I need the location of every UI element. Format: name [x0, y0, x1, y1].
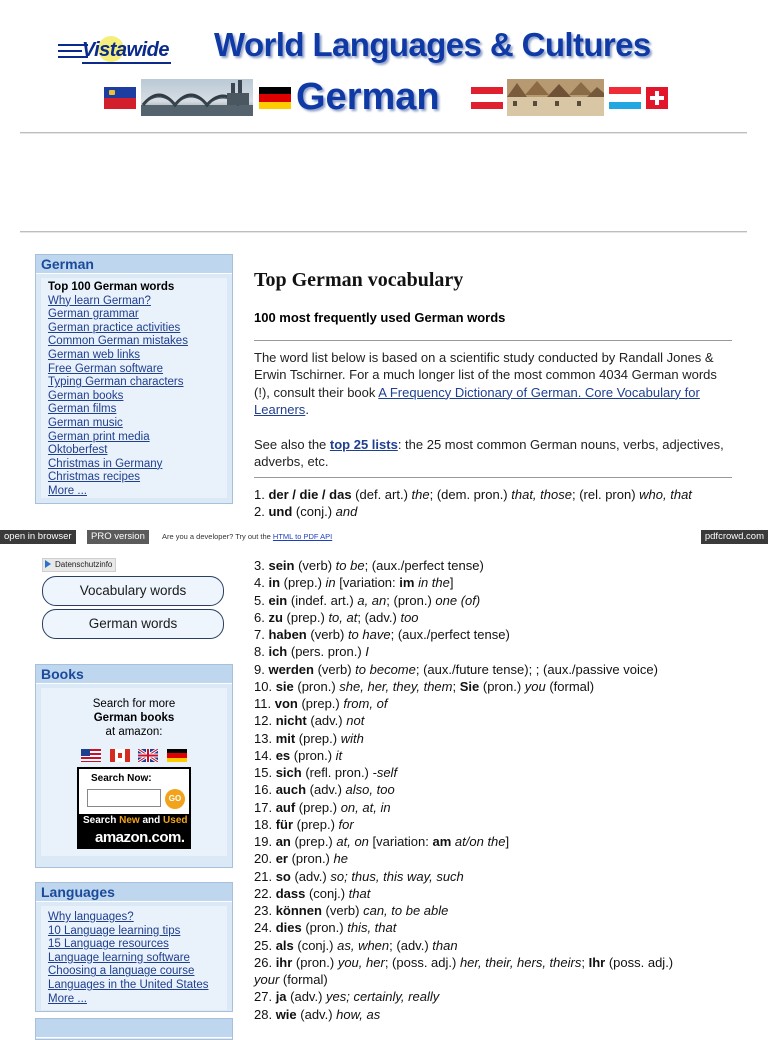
nav-link-more[interactable]: More ... — [48, 484, 87, 497]
intro-paragraph — [254, 349, 732, 418]
vocab-entry — [254, 919, 744, 936]
entry-text: (prep.) — [293, 816, 339, 832]
entry-number: 23. — [254, 903, 276, 918]
nav-link-christmas-in-germany[interactable]: Christmas in Germany — [48, 457, 163, 470]
entry-number: 26. — [254, 954, 276, 970]
entry-text: (formal) — [279, 972, 328, 987]
village-rooftops-photo — [507, 79, 604, 116]
english-gloss: I — [365, 644, 369, 660]
entry-text: (prep.) — [297, 696, 344, 711]
vocab-entry — [254, 954, 744, 971]
english-gloss: how, as — [336, 1006, 381, 1022]
german-word: werden — [268, 661, 314, 677]
english-gloss: too — [400, 609, 419, 625]
english-gloss: in — [325, 575, 336, 591]
vocab-list-part-2 — [254, 557, 744, 1023]
see-also-paragraph — [254, 436, 732, 471]
english-gloss: to, at — [328, 609, 358, 625]
vocab-entry — [254, 1006, 744, 1023]
entry-text: (adv.) — [290, 868, 331, 884]
entry-text: (verb) — [294, 558, 336, 573]
german-word: als — [275, 937, 294, 953]
english-gloss: as, when — [337, 937, 390, 953]
german-nav-heading: German — [36, 255, 232, 274]
vocab-entry — [254, 850, 744, 867]
ad-area-divider — [20, 231, 747, 233]
german-word: in — [268, 575, 281, 591]
entry-text: (verb) — [306, 627, 348, 642]
german-word: er — [275, 851, 288, 867]
german-word: mit — [275, 730, 296, 746]
entry-text: (pron.) — [479, 678, 525, 694]
entry-number: 6. — [254, 609, 269, 625]
entry-number: 8. — [254, 644, 269, 660]
german-word: haben — [268, 627, 307, 642]
english-gloss: your — [254, 972, 280, 987]
german-word: es — [275, 747, 291, 763]
languages-heading: Languages — [36, 883, 232, 902]
amazon-promo-new: New — [119, 815, 140, 826]
english-gloss: than — [432, 937, 458, 953]
entry-text: ; (aux./future tense); ; (aux./passive voice) — [415, 661, 658, 677]
german-word: ich — [268, 644, 288, 660]
page-title: Top German vocabulary — [254, 269, 464, 291]
nav-link-german-music[interactable]: German music — [48, 416, 123, 429]
german-word: sie — [275, 678, 294, 694]
entry-text: (pron.) — [293, 678, 340, 694]
vocab-entry — [254, 730, 744, 747]
site-title: World Languages & Cultures — [214, 26, 651, 63]
german-word: an — [275, 834, 291, 849]
liechtenstein-flag-icon — [104, 87, 136, 109]
english-gloss: her, their, hers, theirs — [459, 954, 582, 970]
play-triangle-icon — [45, 560, 51, 568]
entry-number: 17. — [254, 799, 276, 815]
germany-small-flag-icon[interactable] — [167, 749, 187, 762]
books-line-3: at amazon: — [105, 726, 163, 738]
vocab-entry — [254, 971, 744, 988]
nav-link-german-grammar[interactable]: German grammar — [48, 308, 139, 321]
nav-link-german-web-links[interactable]: German web links — [48, 348, 141, 361]
datenschutzinfo-label: Datenschutzinfo — [55, 560, 113, 569]
vocab-entry — [254, 557, 744, 574]
vocab-entry — [254, 574, 744, 591]
entry-text: ; (adv.) — [389, 937, 433, 953]
vocab-entry — [254, 764, 744, 781]
entry-text: ; (pron.) — [386, 592, 436, 608]
entry-number: 27. — [254, 989, 276, 1005]
books-line-2: German books — [93, 712, 175, 724]
nav-link-typing-german-characters[interactable]: Typing German characters — [48, 376, 184, 389]
entry-number: 25. — [254, 937, 276, 953]
english-gloss: also, too — [345, 782, 395, 798]
entry-text: [variation: — [335, 575, 400, 591]
nav-link-language-learning-software[interactable]: Language learning software — [48, 951, 190, 964]
vocab-entry — [254, 747, 744, 764]
books-line-1: Search for more — [92, 698, 176, 710]
vocab-entry — [254, 799, 744, 816]
entry-text: (def. art.) — [351, 487, 412, 502]
german-word: für — [275, 816, 294, 832]
german-word: dass — [275, 885, 306, 901]
english-gloss: that, those — [511, 487, 572, 502]
entry-text: (verb) — [313, 661, 356, 677]
german-word: der / die / das — [268, 487, 352, 502]
entry-number: 11. — [254, 696, 275, 711]
entry-text: ; (adv.) — [357, 609, 401, 625]
nav-link-languages-in-the-united-states[interactable]: Languages in the United States — [48, 978, 209, 991]
entry-text: (poss. adj.) — [605, 954, 674, 970]
vocab-entry — [254, 626, 744, 643]
entry-text: (prep.) — [295, 730, 341, 746]
amazon-search-panel — [79, 769, 189, 814]
entry-number: 14. — [254, 747, 276, 763]
english-gloss: for — [338, 816, 354, 832]
entry-number: 16. — [254, 782, 276, 798]
entry-text: ] — [449, 575, 454, 591]
nav-link-german-books[interactable]: German books — [48, 389, 124, 402]
html-to-pdf-api-link[interactable]: HTML to PDF API — [272, 532, 333, 541]
entry-text: (prep.) — [295, 799, 341, 815]
entry-text: (indef. art.) — [287, 592, 358, 608]
nav-link-oktoberfest[interactable]: Oktoberfest — [48, 444, 108, 457]
entry-number: 12. — [254, 713, 276, 729]
german-nav-box — [35, 254, 233, 504]
amazon-search-widget — [77, 767, 191, 849]
entry-number: 24. — [254, 920, 276, 936]
vocab-entry — [254, 988, 744, 1005]
vocab-entry — [254, 661, 744, 678]
english-gloss: the — [411, 487, 430, 502]
german-word: und — [268, 504, 293, 520]
entry-text: (verb) — [321, 903, 364, 918]
german-word: ein — [268, 592, 288, 608]
site-banner — [0, 0, 768, 128]
nav-link-christmas-recipes[interactable]: Christmas recipes — [48, 471, 141, 484]
pdfcrowd-brand-button[interactable]: pdfcrowd.com — [701, 530, 768, 544]
amazon-promo-text — [83, 815, 188, 826]
entry-text: (prep.) — [280, 575, 326, 591]
uk-flag-icon[interactable] — [138, 749, 158, 762]
english-gloss: to have — [347, 627, 391, 642]
vocab-list-part-1 — [254, 486, 744, 521]
english-gloss: with — [340, 730, 364, 746]
amazon-logo[interactable]: amazon.com. — [95, 829, 185, 846]
nav-link-german-print-media[interactable]: German print media — [48, 430, 150, 443]
vocab-entry — [254, 816, 744, 833]
books-box — [35, 664, 233, 868]
top-25-lists-link[interactable]: top 25 lists — [329, 437, 398, 452]
english-gloss: at, on — [336, 834, 369, 849]
vocab-entry — [254, 609, 744, 626]
entry-text: ; (aux./perfect tense) — [390, 627, 510, 642]
vocab-entry — [254, 885, 744, 902]
amazon-promo-a: Search — [83, 815, 120, 826]
entry-number: 5. — [254, 592, 269, 608]
english-gloss: from, of — [343, 696, 388, 711]
entry-number: 7. — [254, 627, 269, 642]
amazon-promo-used: Used — [163, 815, 188, 826]
entry-text: (adv.) — [296, 1006, 337, 1022]
books-box-body — [41, 688, 227, 856]
nav-link-why-learn-german[interactable]: Why learn German? — [48, 294, 151, 307]
german-word: dies — [275, 920, 302, 936]
see-also-text: See also the — [254, 437, 330, 452]
nav-link-german-films[interactable]: German films — [48, 403, 117, 416]
vocab-entry — [254, 486, 744, 503]
entry-text: ] — [505, 834, 510, 849]
english-gloss: not — [346, 713, 365, 729]
vocab-entry — [254, 781, 744, 798]
developer-note — [162, 530, 332, 544]
entry-number: 13. — [254, 730, 276, 746]
entry-text: (pron.) — [292, 954, 338, 970]
switzerland-flag-icon — [646, 87, 668, 109]
entry-number: 21. — [254, 868, 276, 884]
nav-link-choosing-a-language-course[interactable]: Choosing a language course — [48, 965, 195, 978]
next-sidebar-box-heading — [36, 1019, 232, 1038]
entry-text: (prep.) — [290, 834, 337, 849]
pdfcrowd-bar — [0, 530, 768, 544]
canada-flag-icon[interactable] — [110, 749, 130, 762]
intro-text: The word list below is based on a scientific study conducted by Randall Jones & Erwin Tschirner. For a much longer list of the most common 4034 German words (!), consult their book — [254, 350, 717, 400]
entry-number: 9. — [254, 661, 269, 677]
entry-text: ; (aux./perfect tense) — [364, 558, 484, 573]
german-word: sich — [275, 765, 302, 780]
english-gloss: on, at, in — [340, 799, 391, 815]
amazon-promo-b: and — [139, 815, 164, 826]
english-gloss: and — [335, 504, 358, 520]
entry-text: (conj.) — [293, 937, 338, 953]
entry-text: ; (poss. adj.) — [384, 954, 460, 970]
german-word: wie — [275, 1006, 297, 1022]
entry-number: 18. — [254, 816, 276, 832]
entry-number: 19. — [254, 834, 276, 849]
german-word: ja — [275, 989, 287, 1005]
amazon-search-input[interactable] — [87, 789, 161, 807]
books-search-prompt — [45, 697, 223, 739]
entry-text: (adv.) — [306, 713, 347, 729]
pro-version-button[interactable]: PRO version — [87, 530, 149, 544]
german-word: im — [399, 575, 415, 591]
german-word: ihr — [275, 954, 293, 970]
nav-link-german-practice-activities[interactable]: German practice activities — [48, 321, 181, 334]
austria-flag-icon — [471, 87, 503, 109]
entry-text: (refl. pron.) — [301, 765, 373, 780]
entry-text: (conj.) — [305, 885, 349, 901]
english-gloss: you — [524, 678, 546, 694]
entry-number: 28. — [254, 1006, 276, 1022]
entry-text: (formal) — [545, 678, 595, 694]
nav-link-language-resources[interactable]: 15 Language resources — [48, 938, 169, 951]
amazon-search-label: Search Now: — [91, 773, 152, 784]
german-word: Sie — [459, 678, 480, 694]
intro-text-end: . — [305, 401, 309, 417]
german-word: so — [275, 868, 291, 884]
amazon-store-flags — [45, 749, 223, 763]
english-gloss: to be — [335, 558, 365, 573]
entry-text: (prep.) — [282, 609, 329, 625]
english-gloss: in the — [418, 575, 450, 591]
entry-number: 22. — [254, 885, 276, 901]
entry-number: 20. — [254, 851, 276, 867]
vocabulary-words-button[interactable]: Vocabulary words — [42, 576, 224, 606]
entry-text: ; (dem. pron.) — [429, 487, 512, 502]
datenschutzinfo-badge[interactable] — [42, 558, 116, 572]
english-gloss: so; thus, this way, such — [330, 868, 464, 884]
nav-item-top-100-german-words: Top 100 German words — [48, 281, 175, 293]
entry-text: ; (rel. pron) — [571, 487, 640, 502]
german-word: nicht — [275, 713, 307, 729]
developer-note-text: Are you a developer? Try out the — [162, 532, 273, 541]
entry-number: 2. — [254, 504, 269, 520]
german-word: von — [274, 696, 298, 711]
frequency-dictionary-link[interactable]: A Frequency Dictionary of German. Core Vocabulary for Learners — [254, 384, 700, 417]
english-gloss: at/on the — [454, 834, 506, 849]
see-also-text-end: : the 25 most common German nouns, verbs, adjectives, adverbs, etc. — [254, 437, 724, 470]
nav-link-free-german-software[interactable]: Free German software — [48, 362, 164, 375]
english-gloss: yes; certainly, really — [326, 989, 440, 1005]
entry-number: 1. — [254, 487, 269, 502]
nav-link-common-german-mistakes[interactable]: Common German mistakes — [48, 335, 188, 348]
english-gloss: you, her — [337, 954, 385, 970]
amazon-go-button[interactable]: GO — [165, 789, 185, 809]
cologne-bridge-photo — [141, 79, 253, 116]
german-word: Ihr — [588, 954, 606, 970]
next-sidebar-box — [35, 1018, 233, 1040]
languages-box — [35, 882, 233, 1012]
entry-number: 3. — [254, 558, 269, 573]
entry-text: (pers. pron.) — [287, 644, 366, 660]
entry-text: [variation: — [368, 834, 433, 849]
german-words-button[interactable]: German words — [42, 609, 224, 639]
entry-number: 10. — [254, 678, 276, 694]
open-in-browser-button[interactable]: open in browser — [0, 530, 76, 544]
entry-number: 15. — [254, 765, 276, 780]
english-gloss: he — [333, 851, 348, 867]
germany-flag-icon — [259, 87, 291, 109]
german-nav-list — [41, 278, 227, 498]
vocab-entry — [254, 643, 744, 660]
german-word: sein — [268, 558, 295, 573]
german-word: am — [432, 834, 452, 849]
english-gloss: it — [335, 747, 343, 763]
vocab-entry — [254, 868, 744, 885]
nav-link-why-languages[interactable]: Why languages? — [48, 911, 134, 923]
entry-text: ; — [581, 954, 589, 970]
header-divider — [20, 132, 747, 134]
english-gloss: this, that — [347, 920, 397, 936]
entry-number: 4. — [254, 575, 269, 591]
vocab-entry — [254, 695, 744, 712]
german-word: zu — [268, 609, 283, 625]
german-word: können — [275, 903, 322, 918]
english-gloss: -self — [372, 765, 398, 780]
vocab-entry — [254, 592, 744, 609]
page-subtitle: 100 most frequently used German words — [254, 310, 506, 325]
content-divider-list — [254, 477, 732, 478]
language-title: German — [296, 76, 440, 118]
english-gloss: she, her, they, them — [339, 678, 453, 694]
entry-text: (conj.) — [292, 504, 336, 520]
content-divider-top — [254, 340, 732, 341]
vocab-entry — [254, 902, 744, 919]
nav-link-language-learning-tips[interactable]: 10 Language learning tips — [48, 924, 181, 937]
english-gloss: a, an — [357, 592, 387, 608]
logo-text: Vistawide — [82, 39, 171, 64]
entry-text: (pron.) — [301, 920, 348, 936]
us-flag-icon[interactable] — [81, 749, 101, 762]
entry-text: ; — [452, 678, 460, 694]
english-gloss: who, that — [639, 487, 692, 502]
german-word: auch — [275, 782, 307, 798]
vocab-entry — [254, 833, 744, 850]
entry-text: (pron.) — [290, 747, 336, 763]
nav-link-languages-more[interactable]: More ... — [48, 992, 87, 1005]
english-gloss: one (of) — [435, 592, 481, 608]
english-gloss: that — [348, 885, 371, 901]
entry-text: (adv.) — [286, 989, 327, 1005]
vocab-entry — [254, 503, 744, 520]
english-gloss: can, to be able — [363, 903, 449, 918]
english-gloss: to become — [355, 661, 416, 677]
entry-text: (adv.) — [306, 782, 346, 798]
german-word: auf — [275, 799, 296, 815]
vistawide-logo[interactable] — [58, 34, 204, 70]
languages-nav-list — [41, 906, 227, 1010]
vocab-entry — [254, 678, 744, 695]
vocab-entry — [254, 712, 744, 729]
luxembourg-flag-icon — [609, 87, 641, 109]
books-heading: Books — [36, 665, 232, 684]
entry-text: (pron.) — [287, 851, 334, 867]
vocab-entry — [254, 937, 744, 954]
